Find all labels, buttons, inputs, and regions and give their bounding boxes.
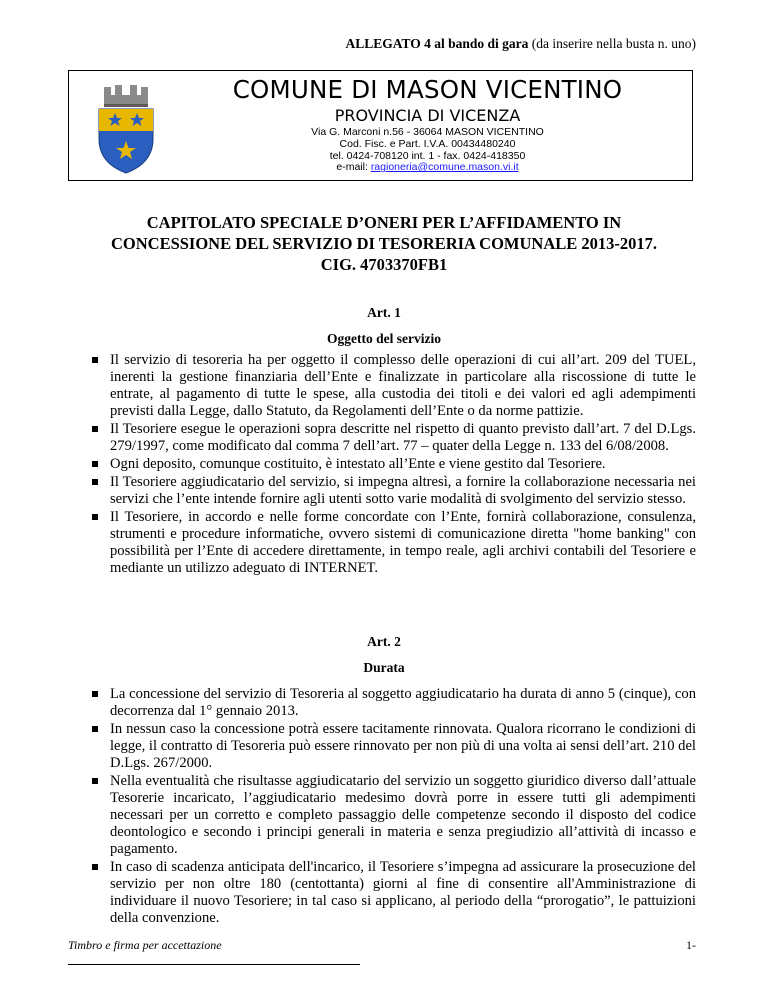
- letterhead: [68, 70, 693, 181]
- list-item: La concessione del servizio di Tesoreria al soggetto aggiudicatario ha durata di anno 5 (cinque), con decorrenza dal 1° gennaio 2013.: [94, 686, 696, 720]
- art1-heading: Oggetto del servizio: [327, 331, 441, 346]
- email-label: e-mail:: [336, 161, 368, 174]
- bullet-icon: [92, 357, 98, 363]
- email-line: [167, 162, 688, 174]
- fiscal-code-line: Cod. Fisc. e Part. I.V.A. 00434480240: [339, 137, 516, 150]
- annex-label: ALLEGATO 4 al bando di gara: [345, 36, 529, 51]
- title-line-1: CAPITOLATO SPECIALE D’ONERI PER L’AFFIDAMENTO IN: [146, 213, 622, 232]
- list-item: Ogni deposito, comunque costituito, è intestato all’Ente e viene gestito dal Tesoriere.: [94, 456, 696, 473]
- bullet-icon: [92, 479, 98, 485]
- document-title: [20, 212, 748, 275]
- bullet-icon: [92, 514, 98, 520]
- phone-line: tel. 0424-708120 int. 1 - fax. 0424-418350: [329, 149, 526, 162]
- annex-note: (da inserire nella busta n. uno): [531, 36, 696, 51]
- annex-header: [345, 36, 696, 52]
- bullet-icon: [92, 726, 98, 732]
- art1-number: Art. 1: [367, 305, 401, 320]
- bullet-icon: [92, 461, 98, 467]
- art1-list: [94, 352, 696, 578]
- page-number: 1-: [686, 938, 696, 952]
- list-item: Il Tesoriere esegue le operazioni sopra descritte nel rispetto di quanto previsto dall’art. 7 del D.Lgs. 279/1997, come modificato dal comma 7 dell’art. 77 – quater della Legge n. 133 del 6/08/2008.: [94, 421, 696, 455]
- signature-label: Timbro e firma per accettazione: [68, 938, 222, 952]
- list-item: Il Tesoriere, in accordo e nelle forme concordate con l’Ente, fornirà collaborazione, consulenza, strumenti e procedure informatiche, ovvero sistemi di comunicazione diretta "home banking" con possibilità per l’Ente di accedere direttamente, in tempo reale, agli archivi contabili del Tesoriere e mediante un utilizzo adeguato di INTERNET.: [94, 509, 696, 577]
- municipal-crest-icon: [91, 77, 161, 177]
- list-item: In nessun caso la concessione potrà essere tacitamente rinnovata. Qualora ricorrano le condizioni di legge, il contratto di Tesoreria può essere rinnovato per non più di una volta ai sensi dell’art. 210 del D.Lgs. 267/2000.: [94, 721, 696, 772]
- bullet-icon: [92, 864, 98, 870]
- art2-heading: Durata: [363, 660, 405, 675]
- bullet-icon: [92, 426, 98, 432]
- provincia-name: PROVINCIA DI VICENZA: [334, 106, 521, 125]
- title-line-3: CIG. 4703370FB1: [320, 255, 448, 274]
- bullet-icon: [92, 778, 98, 784]
- art2-list: [94, 686, 696, 928]
- list-item: Il servizio di tesoreria ha per oggetto il complesso delle operazioni di cui all’art. 209 del TUEL, inerenti la gestione finanziaria dell’Ente e finalizzate in particolare alla riscossione di tutte le entrate, al pagamento di tutte le spese, alla custodia dei titoli e dei valori ed agli adempimenti previsti dalla Legge, dallo Statuto, da Regolamenti dell’Ente o da norme pattizie.: [94, 352, 696, 420]
- list-item: Nella eventualità che risultasse aggiudicatario del servizio un soggetto giuridico diverso dall’attuale Tesorerie incaricato, l’aggiudicatario medesimo dovrà porre in essere tutti gli adempimenti necessari per un corretto e completo passaggio delle competenze secondo il disposto del codice deontologico e secondo i principi generali in materia e senza pregiudizio all’attività di incasso e pagamento.: [94, 773, 696, 858]
- list-item: In caso di scadenza anticipata dell'incarico, il Tesoriere s’impegna ad assicurare la prosecuzione del servizio per non oltre 180 (centottanta) giorni al fine di consentire all'Amministrazione di individuare il nuovo Tesoriere; in tal caso si applicano, al periodo della “prorogatio”, le pattuizioni della convenzione.: [94, 859, 696, 927]
- address-line: Via G. Marconi n.56 - 36064 MASON VICENTINO: [311, 126, 544, 138]
- bullet-icon: [92, 691, 98, 697]
- email-link[interactable]: ragioneria@comune.mason.vi.it: [370, 161, 519, 174]
- signature-line: [68, 964, 360, 965]
- comune-name: COMUNE DI MASON VICENTINO: [232, 75, 623, 104]
- list-item: Il Tesoriere aggiudicatario del servizio, si impegna altresì, a fornire la collaborazione necessaria nei servizi che l’ente intende fornire agli utenti sotto varie modalità di svolgimento del servizio stesso.: [94, 474, 696, 508]
- art2-number: Art. 2: [367, 634, 401, 649]
- title-line-2: CONCESSIONE DEL SERVIZIO DI TESORERIA COMUNALE 2013-2017.: [110, 234, 658, 253]
